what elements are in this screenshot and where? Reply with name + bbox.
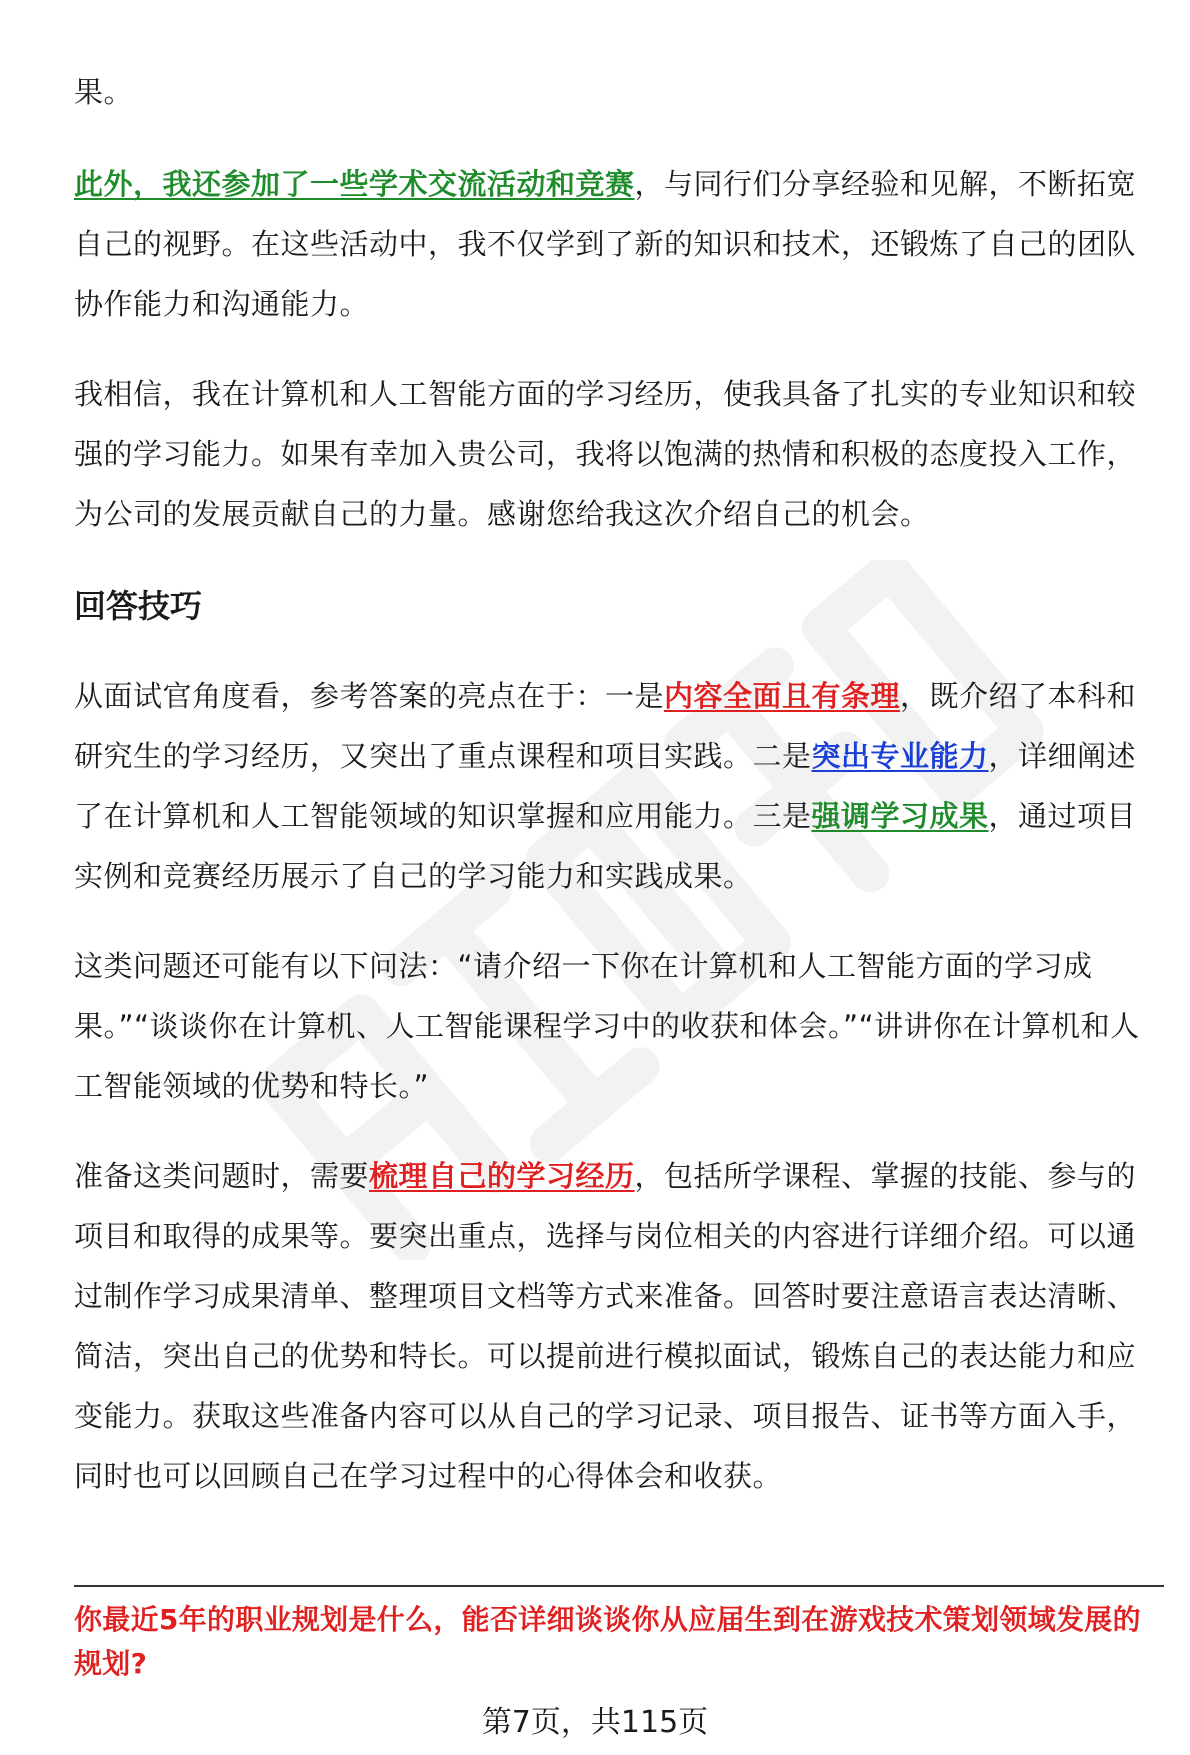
paragraph-continuation	[74, 62, 1164, 122]
highlight-results: 强调学习成果	[811, 799, 989, 833]
paragraph-highlights	[74, 666, 1164, 906]
next-question-heading: 你最近5年的职业规划是什么，能否详细谈谈你从应届生到在游戏技术策划领域发展的规划?	[74, 1603, 1141, 1680]
paragraph-preparation	[74, 1146, 1164, 1506]
page-number: 第7页，共115页	[481, 1705, 709, 1740]
highlight-review-experience: 梳理自己的学习经历	[369, 1159, 635, 1193]
paragraph-text: ，既介绍了本科和研究生的学习经历，又突出了重点课程和项目实践。二是	[74, 679, 1137, 773]
highlight-comprehensive: 内容全面且有条理	[664, 679, 901, 713]
paragraph-text: ，详细阐述了在计算机和人工智能领域的知识掌握和应用能力。三是	[74, 739, 1137, 833]
paragraph-text: 从面试官角度看，参考答案的亮点在于：一是	[74, 679, 665, 713]
paragraph-conclusion	[74, 364, 1164, 544]
divider	[74, 1585, 1164, 1587]
paragraph-text: 这类问题还可能有以下问法：“请介绍一下你在计算机和人工智能方面的学习成果。”“谈谈你在计算机、人工智能课程学习中的收获和体会。”“讲讲你在计算机和人工智能领域的优势和特长。”	[74, 949, 1140, 1103]
paragraph-text: ，与同行们分享经验和见解，不断拓宽自己的视野。在这些活动中，我不仅学到了新的知识和技术，还锻炼了自己的团队协作能力和沟通能力。	[74, 167, 1137, 321]
paragraph-alternatives	[74, 936, 1164, 1116]
highlight-professional: 突出专业能力	[811, 739, 989, 773]
paragraph-text: 果。	[74, 75, 134, 109]
paragraph-text: ，包括所学课程、掌握的技能、参与的项目和取得的成果等。要突出重点，选择与岗位相关的内容进行详细介绍。可以通过制作学习成果清单、整理项目文档等方式来准备。回答时要注意语言表达清晰、简洁，突出自己的优势和特长。可以提前进行模拟面试，锻炼自己的表达能力和应变能力。获取这些准备内容可以从自己的学习记录、项目报告、证书等方面入手，同时也可以回顾自己在学习过程中的心得体会和收获。	[74, 1159, 1137, 1493]
paragraph-text: 我相信，我在计算机和人工智能方面的学习经历，使我具备了扎实的专业知识和较强的学习能力。如果有幸加入贵公司，我将以饱满的热情和积极的态度投入工作，为公司的发展贡献自己的力量。感谢您给我这次介绍自己的机会。	[74, 377, 1137, 531]
paragraph-text: 准备这类问题时，需要	[74, 1159, 370, 1193]
paragraph-text: ，通过项目实例和竞赛经历展示了自己的学习能力和实践成果。	[74, 799, 1137, 893]
main-content	[74, 62, 1164, 1536]
section-title: 回答技巧	[74, 587, 203, 625]
highlight-activities: 此外，我还参加了一些学术交流活动和竞赛	[74, 167, 635, 201]
paragraph-activities	[74, 154, 1164, 334]
